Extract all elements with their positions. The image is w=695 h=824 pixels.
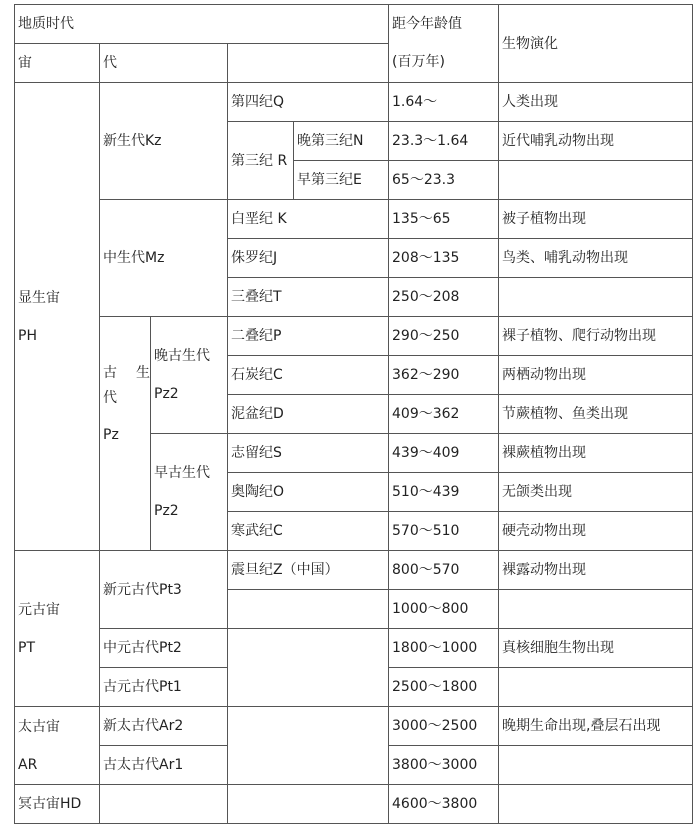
age-neoproterozoic-lower: 1000～800	[389, 590, 499, 629]
header-eon: 宙	[15, 44, 100, 83]
period-paleogene: 早第三纪E	[294, 161, 389, 200]
period-neogene: 晚第三纪N	[294, 122, 389, 161]
header-age-line1: 距今年龄值	[392, 16, 462, 32]
eon-phanerozoic-code: PH	[18, 327, 37, 344]
evolution-jurassic: 鸟类、哺乳动物出现	[499, 239, 693, 278]
eon-archean-name: 太古宙	[18, 718, 60, 735]
period-cretaceous: 白垩纪 K	[228, 200, 389, 239]
evolution-permian: 裸子植物、爬行动物出现	[499, 317, 693, 356]
period-blank	[228, 707, 389, 785]
table-row	[15, 200, 693, 239]
evolution-blank	[499, 590, 693, 629]
age-ordovician: 510～439	[389, 473, 499, 512]
age-neogene: 23.3～1.64	[389, 122, 499, 161]
late-paleozoic-line1: 晚古生代	[154, 348, 210, 364]
period-carboniferous: 石炭纪C	[228, 356, 389, 395]
evolution-blank	[499, 668, 693, 707]
evolution-ordovician: 无颌类出现	[499, 473, 693, 512]
evolution-mesoproterozoic: 真核细胞生物出现	[499, 629, 693, 668]
eon-phanerozoic	[15, 83, 100, 551]
table-row	[15, 785, 693, 824]
evolution-blank	[499, 785, 693, 824]
age-devonian: 409～362	[389, 395, 499, 434]
evolution-neoarchean: 晚期生命出现,叠层石出现	[499, 707, 693, 746]
era-neoproterozoic: 新元古代Pt3	[100, 551, 228, 629]
eon-proterozoic-name: 元古宙	[18, 601, 60, 618]
age-paleoproterozoic: 2500～1800	[389, 668, 499, 707]
period-blank	[228, 590, 389, 629]
table-row	[15, 629, 693, 668]
era-cenozoic: 新生代Kz	[100, 83, 228, 200]
geologic-time-table	[14, 4, 693, 824]
header-evolution: 生物演化	[499, 5, 693, 83]
age-triassic: 250～208	[389, 278, 499, 317]
early-paleozoic-line1: 早古生代	[154, 465, 210, 481]
table-row	[15, 83, 693, 122]
header-period-blank	[228, 44, 389, 83]
age-sinian: 800～570	[389, 551, 499, 590]
evolution-neogene: 近代哺乳动物出现	[499, 122, 693, 161]
evolution-silurian: 裸蕨植物出现	[499, 434, 693, 473]
era-blank	[100, 785, 228, 824]
age-jurassic: 208～135	[389, 239, 499, 278]
age-permian: 290～250	[389, 317, 499, 356]
period-devonian: 泥盆纪D	[228, 395, 389, 434]
era-late-paleozoic	[151, 317, 228, 434]
evolution-blank	[499, 746, 693, 785]
period-cambrian: 寒武纪C	[228, 512, 389, 551]
evolution-devonian: 节蕨植物、鱼类出现	[499, 395, 693, 434]
age-silurian: 439～409	[389, 434, 499, 473]
age-quaternary: 1.64～	[389, 83, 499, 122]
period-permian: 二叠纪P	[228, 317, 389, 356]
paleozoic-char-1: 古	[103, 364, 117, 381]
header-age-line2: (百万年)	[392, 54, 445, 70]
age-neoarchean: 3000～2500	[389, 707, 499, 746]
evolution-triassic	[499, 278, 693, 317]
era-paleoarchean: 古太古代Ar1	[100, 746, 228, 785]
age-carboniferous: 362～290	[389, 356, 499, 395]
period-sinian: 震旦纪Z（中国）	[228, 551, 389, 590]
period-triassic: 三叠纪T	[228, 278, 389, 317]
age-paleogene: 65～23.3	[389, 161, 499, 200]
table-row	[15, 707, 693, 746]
era-mesoproterozoic: 中元古代Pt2	[100, 629, 228, 668]
early-paleozoic-line2: Pz2	[154, 503, 179, 519]
age-mesoproterozoic: 1800～1000	[389, 629, 499, 668]
evolution-sinian: 裸露动物出现	[499, 551, 693, 590]
late-paleozoic-line2: Pz2	[154, 386, 179, 402]
eon-proterozoic-code: PT	[18, 639, 35, 656]
evolution-cretaceous: 被子植物出现	[499, 200, 693, 239]
paleozoic-char-2: 生	[136, 364, 150, 381]
table-row	[15, 551, 693, 590]
eon-phanerozoic-name: 显生宙	[18, 289, 60, 306]
era-mesozoic: 中生代Mz	[100, 200, 228, 317]
eon-hadean: 冥古宙HD	[15, 785, 100, 824]
age-paleoarchean: 3800～3000	[389, 746, 499, 785]
header-era: 代	[100, 44, 228, 83]
period-ordovician: 奥陶纪O	[228, 473, 389, 512]
period-blank	[228, 785, 389, 824]
age-cretaceous: 135～65	[389, 200, 499, 239]
evolution-carboniferous: 两栖动物出现	[499, 356, 693, 395]
era-early-paleozoic	[151, 434, 228, 551]
evolution-quaternary: 人类出现	[499, 83, 693, 122]
header-age	[389, 5, 499, 83]
period-tertiary: 第三纪 R	[228, 122, 294, 200]
period-blank	[228, 629, 389, 707]
table-row	[15, 317, 693, 356]
header-geologic-time: 地质时代	[15, 5, 389, 44]
period-silurian: 志留纪S	[228, 434, 389, 473]
paleozoic-char-4: Pz	[103, 426, 119, 443]
era-paleozoic	[100, 317, 151, 551]
period-jurassic: 侏罗纪J	[228, 239, 389, 278]
age-hadean: 4600～3800	[389, 785, 499, 824]
evolution-cambrian: 硬壳动物出现	[499, 512, 693, 551]
paleozoic-char-3: 代	[103, 389, 117, 406]
age-cambrian: 570～510	[389, 512, 499, 551]
era-neoarchean: 新太古代Ar2	[100, 707, 228, 746]
eon-archean-code: AR	[18, 756, 38, 773]
eon-archean	[15, 707, 100, 785]
evolution-paleogene	[499, 161, 693, 200]
eon-proterozoic	[15, 551, 100, 707]
era-paleoproterozoic: 古元古代Pt1	[100, 668, 228, 707]
period-quaternary: 第四纪Q	[228, 83, 389, 122]
